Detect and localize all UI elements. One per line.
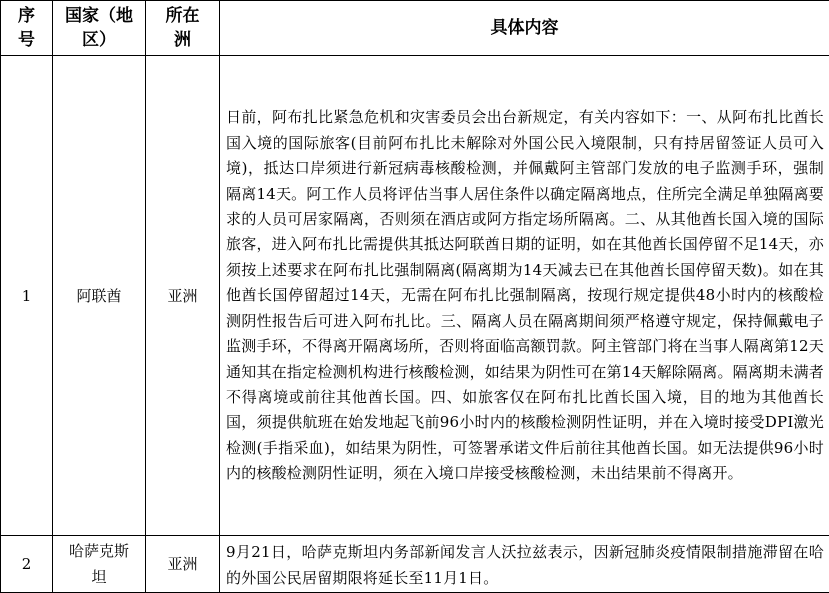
header-index: 序号 bbox=[1, 1, 53, 56]
table-row bbox=[1, 536, 829, 593]
row-continent: 亚洲 bbox=[146, 536, 220, 593]
table-header-row bbox=[1, 1, 829, 56]
row-country: 哈萨克斯坦 bbox=[53, 536, 146, 593]
row-continent: 亚洲 bbox=[146, 56, 220, 536]
row-content: 日前，阿布扎比紧急危机和灾害委员会出台新规定，有关内容如下：一、从阿布扎比酋长国入境的国际旅客(目前阿布扎比未解除对外国公民入境限制，只有持居留签证人员可入境)，抵达口岸须进行新冠病毒核酸检测，并佩戴阿主管部门发放的电子监测手环，强制隔离14天。阿工作人员将评估当事人居住条件以确定隔离地点，住所完全满足单独隔离要求的人员可居家隔离，否则须在酒店或阿方指定场所隔离。二、从其他酋长国入境的国际旅客，进入阿布扎比需提供其抵达阿联酋日期的证明，如在其他酋长国停留不足14天，亦须按上述要求在阿布扎比强制隔离(隔离期为14天减去已在其他酋长国停留天数)。如在其他酋长国停留超过14天，无需在阿布扎比强制隔离，按现行规定提供48小时内的核酸检测阴性报告后可进入阿布扎比。三、隔离人员在隔离期间须严格遵守规定，保持佩戴电子监测手环，不得离开隔离场所，否则将面临高额罚款。阿主管部门将在当事人隔离第12天通知其在指定检测机构进行核酸检测，如结果为阴性可在第14天解除隔离。隔离期未满者不得离境或前往其他酋长国。四、如旅客仅在阿布扎比酋长国入境，目的地为其他酋长国，须提供航班在始发地起飞前96小时内的核酸检测阴性证明，并在入境时接受DPI激光检测(手指采血)，如结果为阴性，可签署承诺文件后前往其他酋长国。如无法提供96小时内的核酸检测阴性证明，须在入境口岸接受核酸检测，未出结果前不得离开。 bbox=[220, 56, 829, 536]
row-index: 1 bbox=[1, 56, 53, 536]
row-content: 9月21日，哈萨克斯坦内务部新闻发言人沃拉兹表示，因新冠肺炎疫情限制措施滞留在哈的外国公民居留期限将延长至11月1日。 bbox=[220, 536, 829, 593]
table-row bbox=[1, 56, 829, 536]
row-country: 阿联酋 bbox=[53, 56, 146, 536]
row-index: 2 bbox=[1, 536, 53, 593]
header-content: 具体内容 bbox=[220, 1, 829, 56]
header-country: 国家（地区） bbox=[53, 1, 146, 56]
header-continent: 所在洲 bbox=[146, 1, 220, 56]
